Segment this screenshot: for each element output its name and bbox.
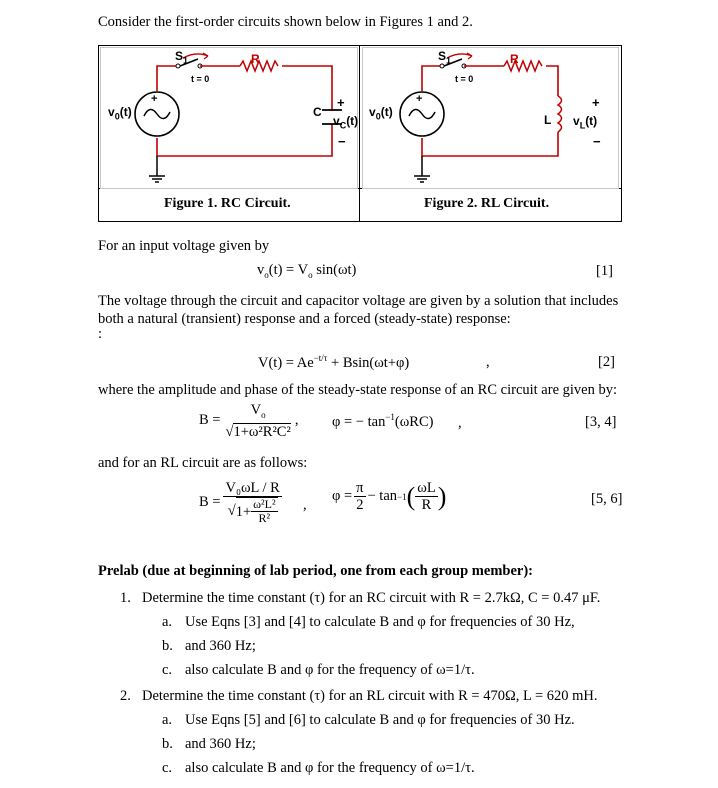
task-1c-text: also calculate B and φ for the frequency of ω=1/τ. (185, 662, 475, 678)
colon: : (98, 326, 103, 342)
inductor-icon (558, 96, 562, 132)
fig2-source-label: $v_0(t)$ (369, 105, 393, 122)
rc-text: where the amplitude and phase of the steady-state response of an RC circuit are given by: (98, 382, 618, 398)
task-1a-letter: a. (162, 614, 173, 630)
equation-4: φ = − $\tan^{-1}(\omega RC)$ (332, 412, 434, 430)
task-2b-text: and 360 Hz; (185, 736, 256, 752)
equation-4-comma: , (458, 415, 462, 431)
fig1-capacitor-label: C (313, 105, 322, 119)
figure-2-caption: Figure 2. RL Circuit. (424, 196, 550, 211)
task-2a-text: Use Eqns [5] and [6] to calculate B and φ for frequencies of 30 Hz. (185, 712, 575, 728)
equation-2-comma: , (486, 354, 490, 370)
rc-wires (157, 66, 332, 156)
fig1-source-label: $v_0(t)$ (108, 105, 132, 122)
ground-icon (414, 156, 430, 182)
fig1-output-label: $v_C(t)$ (333, 114, 359, 131)
equation-1-tag: [1] (596, 263, 613, 279)
equation-2-tag: [2] (598, 354, 615, 370)
task-1a-text: Use Eqns [3] and [4] to calculate B and φ for frequencies of 30 Hz, (185, 614, 575, 630)
task-2c-text: also calculate B and φ for the frequency of ω=1/τ. (185, 760, 475, 776)
ac-source-icon (135, 92, 179, 136)
fig1-switch-time: t = 0 (191, 74, 210, 84)
figure-1-caption: Figure 1. RC Circuit. (164, 196, 291, 211)
solution-text: The voltage through the circuit and capacitor voltage are given by a solution that includes both a natural (transient) response and a forced (steady-state) response: (98, 293, 619, 327)
equation-6: φ = $\frac{\pi}{2}$ − tan −1 ( $\frac{\omega L}{R}$ ) (332, 480, 447, 513)
equation-3-4-tag: [3, 4] (585, 414, 617, 430)
rl-text: and for an RL circuit are as follows: (98, 455, 308, 471)
task-2a-letter: a. (162, 712, 173, 728)
svg-text:+: + (416, 93, 423, 105)
fig1-switch-label: $S_1$ (175, 49, 189, 66)
equation-5-6-tag: [5, 6] (591, 491, 623, 507)
task-2-text: Determine the time constant (τ) for an RL circuit with R = 470Ω, L = 620 mH. (142, 688, 598, 704)
task-2b-letter: b. (162, 736, 173, 752)
ac-source-icon (400, 92, 444, 136)
input-text: For an input voltage given by (98, 238, 270, 254)
task-1b-letter: b. (162, 638, 173, 654)
fig1-minus: − (338, 134, 346, 149)
equation-5-comma: , (303, 497, 307, 513)
equation-1: $v_o(t) = V_o$ sin(ωt) (257, 262, 357, 280)
fig2-plus: + (592, 95, 600, 110)
task-1-number: 1. (120, 590, 131, 606)
figures-divider (359, 45, 360, 221)
equation-5: B = V₀ωL / R √ 1+ $\frac{\text{ω²L²}}{\text{R²}}$ (199, 480, 280, 525)
prelab-title: Prelab (due at beginning of lab period, one from each group member): (98, 563, 533, 579)
equation-2: $V(t) = Ae^{-t/\tau} + Bsin(\omega t+\varphi)$ (258, 353, 410, 371)
task-2-number: 2. (120, 688, 131, 704)
intro-text: Consider the first-order circuits shown below in Figures 1 and 2. (98, 14, 473, 30)
fig2-switch-time: t = 0 (455, 74, 474, 84)
task-1b-text: and 360 Hz; (185, 638, 256, 654)
fig2-inductor-label: L (544, 113, 552, 127)
fig1-resistor-label: R (251, 52, 260, 66)
ground-icon (149, 156, 165, 182)
task-2c-letter: c. (162, 760, 173, 776)
fig2-output-label: $v_L(t)$ (573, 114, 598, 131)
equation-3: B = $\frac{V_o}{\text{√1+ω²R²C²}}$ , (199, 402, 299, 440)
fig2-switch-label: $S_1$ (438, 49, 452, 66)
fig1-plus: + (337, 95, 345, 110)
fig2-minus: − (593, 134, 601, 149)
task-1c-letter: c. (162, 662, 173, 678)
task-1-text: Determine the time constant (τ) for an RC circuit with R = 2.7kΩ, C = 0.47 μF. (142, 590, 601, 606)
svg-text:+: + (151, 93, 158, 105)
fig2-resistor-label: R (510, 52, 519, 66)
